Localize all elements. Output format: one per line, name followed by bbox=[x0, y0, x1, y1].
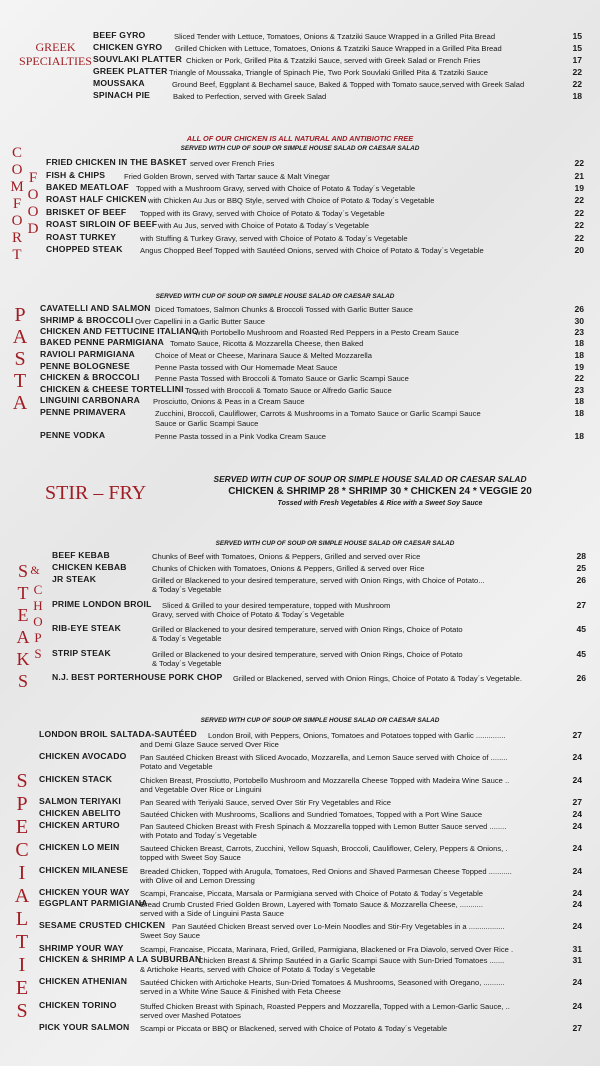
menu-item-description: Sauteed Chicken Breast, Carrots, Zucchini, Yellow Squash, Broccoli, Cauliflower, Celery, Peppers & Onions, . bbox=[140, 843, 508, 853]
menu-item-description: Triangle of Moussaka, Triangle of Spinach Pie, Two Pork Souvlaki Grilled Pita & Tzatziki Sauce bbox=[169, 67, 488, 77]
vertical-letter: T bbox=[17, 583, 29, 603]
vertical-letter: M bbox=[10, 179, 24, 195]
menu-item-description: Sautéed Chicken with Artichoke Hearts, Sun-Dried Tomatoes & Mushrooms, Seasoned with Oregano, .......... bbox=[140, 977, 505, 987]
menu-item-description-cont: topped with Sweet Soy Sauce bbox=[140, 853, 241, 862]
menu-item-name: BEEF KEBAB bbox=[52, 550, 110, 560]
menu-item-price: 22 bbox=[574, 233, 584, 243]
menu-item-description-cont: & Today´s Vegetable bbox=[152, 659, 222, 668]
vertical-letter: C bbox=[15, 839, 29, 861]
vertical-letter: O bbox=[11, 213, 23, 229]
menu-item-description: Sautéed Chicken with Mushrooms, Scallions and Sundried Tomatoes, Topped with a Port Wine Sauce bbox=[140, 809, 483, 819]
menu-item-price: 15 bbox=[572, 43, 582, 53]
menu-item-price: 27 bbox=[572, 730, 582, 740]
vertical-letter: S bbox=[16, 770, 28, 792]
vertical-letter: O bbox=[11, 162, 23, 178]
menu-item-name: SPINACH PIE bbox=[93, 90, 151, 100]
menu-item-price: 15 bbox=[572, 31, 582, 41]
menu-item-description: Stuffed Chicken Breast with Spinach, Roasted Peppers and Mozzarella, Topped with a Lemon-Garlic Sauce, .. bbox=[140, 1001, 510, 1011]
menu-item-name: EGGPLANT PARMIGIANA bbox=[39, 898, 148, 908]
menu-item-price: 18 bbox=[574, 431, 584, 441]
menu-item-description: Sliced Tender with Lettuce, Tomatoes, Onions & Tzatziki Sauce Wrapped in a Grilled Pita Bread bbox=[174, 31, 496, 41]
menu-item-price: 22 bbox=[574, 208, 584, 218]
menu-item-name: BAKED PENNE PARMIGIANA bbox=[40, 337, 165, 347]
menu-item-description: Pan Sauteed Chicken Breast with Fresh Spinach & Mozzarella topped with Lemon Butter Sauce served ........ bbox=[140, 821, 507, 831]
menu-item-name: CHICKEN GYRO bbox=[93, 42, 163, 52]
menu-item-description: Prosciutto, Onions & Peas in a Cream Sauce bbox=[153, 396, 305, 406]
menu-item-description: Scampi, Francaise, Piccata, Marinara, Fried, Grilled, Parmigiana, Blackened or Fra Diavolo, served Over Rice . bbox=[140, 944, 514, 954]
menu-item-price: 18 bbox=[574, 408, 584, 418]
menu-item-name: BEEF GYRO bbox=[93, 30, 146, 40]
menu-item-price: 22 bbox=[572, 79, 582, 89]
menu-item-price: 22 bbox=[572, 67, 582, 77]
vertical-letter: K bbox=[16, 649, 30, 669]
vertical-letter: P bbox=[16, 793, 28, 815]
vertical-letter: P bbox=[34, 630, 42, 645]
menu-item-name: SHRIMP YOUR WAY bbox=[39, 943, 124, 953]
menu-item-name: JR STEAK bbox=[52, 574, 97, 584]
menu-item-name: SHRIMP & BROCCOLI bbox=[40, 315, 134, 325]
steaks-amp: & bbox=[30, 563, 40, 577]
menu-item-price: 24 bbox=[572, 1001, 582, 1011]
menu-item-description: Scampi, Francaise, Piccata, Marsala or Parmigiana served with Choice of Potato & Today´s Vegetable bbox=[140, 888, 484, 898]
vertical-letter: O bbox=[27, 204, 39, 220]
menu-item-name: ROAST SIRLOIN OF BEEF bbox=[46, 219, 158, 229]
comfort-vertical bbox=[10, 145, 24, 264]
menu-item-price: 23 bbox=[574, 327, 584, 337]
menu-item-description-cont: Potato and Vegetable bbox=[140, 762, 213, 771]
menu-item-name: GREEK PLATTER bbox=[93, 66, 168, 76]
menu-item-price: 17 bbox=[572, 55, 582, 65]
menu-item-name: N.J. BEST PORTERHOUSE PORK CHOP bbox=[52, 672, 223, 682]
menu-item-price: 22 bbox=[574, 373, 584, 383]
menu-item-description-cont: and Demi Glaze Sauce served Over Rice bbox=[140, 740, 279, 749]
greek-title-line1: GREEK bbox=[35, 40, 76, 54]
menu-item-price: 24 bbox=[572, 899, 582, 909]
menu-item-price: 26 bbox=[574, 304, 584, 314]
menu-item-description: Over Capellini in a Garlic Butter Sauce bbox=[135, 316, 265, 326]
menu-item-name: CHICKEN & CHEESE TORTELLINI bbox=[40, 384, 184, 394]
vertical-letter: T bbox=[15, 931, 29, 953]
menu-item-description-cont: & Today´s Vegetable bbox=[152, 634, 222, 643]
comfort-vertical-food bbox=[26, 170, 40, 238]
menu-item-description: with Portobello Mushroom and Roasted Red Peppers in a Pesto Cream Sauce bbox=[195, 327, 459, 337]
steaks-served: SERVED WITH CUP OF SOUP OR SIMPLE HOUSE SALAD OR CAESAR SALAD bbox=[215, 540, 455, 547]
menu-item-price: 24 bbox=[572, 843, 582, 853]
menu-item-description: Pan Sautéed Chicken Breast with Sliced Avocado, Mozzarella, and Lemon Sauce served with Choice of ........ bbox=[140, 752, 508, 762]
menu-item-description: Diced Tomatoes, Salmon Chunks & Broccoli Tossed with Garlic Butter Sauce bbox=[155, 304, 414, 314]
menu-item-price: 18 bbox=[574, 396, 584, 406]
menu-item-name: CHICKEN ABELITO bbox=[39, 808, 121, 818]
specialties-served: SERVED WITH CUP OF SOUP OR SIMPLE HOUSE SALAD OR CAESAR SALAD bbox=[200, 717, 440, 724]
menu-item-description: Angus Chopped Beef Topped with Sautéed Onions, served with Choice of Potato & Today´s Vegetable bbox=[140, 245, 484, 255]
vertical-letter: I bbox=[18, 954, 26, 976]
menu-item-price: 45 bbox=[576, 649, 586, 659]
menu-item-price: 19 bbox=[574, 362, 584, 372]
menu-item-price: 21 bbox=[574, 171, 584, 181]
menu-item-description: London Broil, with Peppers, Onions, Tomatoes and Potatoes topped with Garlic .............. bbox=[208, 730, 506, 740]
menu-item-name: PRIME LONDON BROIL bbox=[52, 599, 152, 609]
menu-item-price: 24 bbox=[572, 821, 582, 831]
menu-item-description-cont: served over Mashed Potatoes bbox=[140, 1011, 241, 1020]
vertical-letter: I bbox=[18, 862, 26, 884]
comfort-served: SERVED WITH CUP OF SOUP OR SIMPLE HOUSE SALAD OR CAESAR SALAD bbox=[180, 145, 420, 152]
menu-item-name: CHICKEN ATHENIAN bbox=[39, 976, 128, 986]
menu-item-name: CHICKEN ARTURO bbox=[39, 820, 120, 830]
vertical-letter: A bbox=[12, 326, 28, 348]
menu-item-price: 28 bbox=[576, 551, 586, 561]
menu-item-name: PENNE VODKA bbox=[40, 430, 106, 440]
menu-item-name: CHICKEN KEBAB bbox=[52, 562, 127, 572]
steaks-vertical bbox=[14, 560, 32, 692]
vertical-letter: C bbox=[11, 145, 22, 161]
menu-item-price: 31 bbox=[572, 955, 582, 965]
vertical-letter: S bbox=[17, 561, 28, 581]
vertical-letter: D bbox=[27, 221, 39, 237]
menu-item-name: CHICKEN YOUR WAY bbox=[39, 887, 130, 897]
menu-item-name: ROAST TURKEY bbox=[46, 232, 117, 242]
menu-item-description: with Chicken Au Jus or BBQ Style, served with Choice of Potato & Today´s Vegetable bbox=[148, 195, 435, 205]
menu-item-price: 25 bbox=[576, 563, 586, 573]
menu-item-price: 24 bbox=[572, 809, 582, 819]
menu-item-description: Penne Pasta Tossed with Broccoli & Tomato Sauce or Garlic Scampi Sauce bbox=[155, 373, 409, 383]
menu-item-name: RIB-EYE STEAK bbox=[52, 623, 121, 633]
stirfry-note: Tossed with Fresh Vegetables & Rice with a Sweet Soy Sauce bbox=[277, 500, 483, 507]
menu-item-price: 22 bbox=[574, 158, 584, 168]
menu-item-description: Penne Pasta tossed in a Pink Vodka Cream Sauce bbox=[155, 431, 326, 441]
menu-item-name: CAVATELLI AND SALMON bbox=[40, 303, 151, 313]
menu-item-price: 22 bbox=[574, 220, 584, 230]
menu-item-price: 24 bbox=[572, 752, 582, 762]
vertical-letter: H bbox=[33, 598, 43, 613]
menu-item-name: SOUVLAKI PLATTER bbox=[93, 54, 182, 64]
menu-item-description: Sliced & Grilled to your desired temperature, topped with Mushroom bbox=[162, 600, 391, 610]
vertical-letter: F bbox=[12, 196, 22, 212]
vertical-letter: A bbox=[12, 392, 28, 414]
menu-item-price: 23 bbox=[574, 385, 584, 395]
menu-item-name: CHOPPED STEAK bbox=[46, 244, 123, 254]
vertical-letter: P bbox=[14, 304, 26, 326]
vertical-letter: O bbox=[27, 187, 39, 203]
menu-item-description: Ground Beef, Eggplant & Bechamel sauce, Baked & Topped with Tomato sauce,served with Greek Salad bbox=[172, 79, 525, 89]
menu-item-description: Bread Crumb Crusted Fried Golden Brown, Layered with Tomato Sauce & Mozzarella Cheese, ........... bbox=[140, 899, 484, 909]
menu-item-name: RAVIOLI PARMIGIANA bbox=[40, 349, 135, 359]
stirfry-title: STIR – FRY bbox=[45, 482, 147, 504]
pasta-vertical bbox=[12, 304, 28, 414]
menu-item-description: Breaded Chicken, Topped with Arugula, Tomatoes, Red Onions and Shaved Parmesan Cheese Topped ........... bbox=[140, 866, 512, 876]
menu-item-price: 22 bbox=[574, 195, 584, 205]
menu-item-name: CHICKEN & BROCCOLI bbox=[40, 372, 140, 382]
menu-item-description: Baked to Perfection, served with Greek Salad bbox=[173, 91, 327, 101]
greek-title bbox=[18, 40, 93, 68]
menu-item-price: 18 bbox=[572, 91, 582, 101]
vertical-letter: E bbox=[15, 977, 29, 999]
vertical-letter: R bbox=[11, 230, 22, 246]
menu-item-description-cont: Gravy, served with Choice of Potato & Today´s Vegetable bbox=[152, 610, 345, 619]
vertical-letter: F bbox=[28, 170, 38, 186]
menu-item-price: 19 bbox=[574, 183, 584, 193]
menu-item-description: served over French Fries bbox=[190, 158, 275, 168]
menu-item-name: SALMON TERIYAKI bbox=[39, 796, 121, 806]
menu-item-price: 31 bbox=[572, 944, 582, 954]
menu-item-name: CHICKEN AVOCADO bbox=[39, 751, 127, 761]
comfort-note: ALL OF OUR CHICKEN IS ALL NATURAL AND ANTIBIOTIC FREE bbox=[186, 134, 414, 143]
menu-item-description: Chunks of Chicken with Tomatoes, Onions & Peppers, Grilled & served over Rice bbox=[152, 563, 425, 573]
menu-item-price: 24 bbox=[572, 866, 582, 876]
menu-item-description: with Stuffing & Turkey Gravy, served with Choice of Potato & Today´s Vegetable bbox=[140, 233, 408, 243]
menu-item-price: 27 bbox=[572, 1023, 582, 1033]
menu-item-name: BRISKET OF BEEF bbox=[46, 207, 127, 217]
menu-item-name: LINGUINI CARBONARA bbox=[40, 395, 141, 405]
menu-item-description-cont: & Artichoke Hearts, served with Choice of Potato & Today´s Vegetable bbox=[140, 965, 376, 974]
menu-item-description-cont: served with a Side of Linguini Pasta Sauce bbox=[140, 909, 284, 918]
vertical-letter: T bbox=[13, 370, 27, 392]
menu-item-description-cont: Sweet Soy Sauce bbox=[140, 931, 200, 940]
menu-item-name: CHICKEN & SHRIMP A LA SUBURBAN bbox=[39, 954, 202, 964]
menu-item-name: CHICKEN STACK bbox=[39, 774, 113, 784]
vertical-letter: E bbox=[15, 816, 29, 838]
menu-item-description: Grilled or Blackened to your desired temperature, served with Onion Rings, Choice of Potato bbox=[152, 624, 463, 634]
vertical-letter: S bbox=[14, 348, 26, 370]
menu-item-description-cont: with Olive oil and Lemon Dressing bbox=[140, 876, 255, 885]
vertical-letter: S bbox=[34, 646, 42, 661]
menu-item-name: FRIED CHICKEN IN THE BASKET bbox=[46, 157, 187, 167]
vertical-letter: S bbox=[17, 671, 28, 691]
menu-item-description: Chicken Breast, Prosciutto, Portobello Mushroom and Mozzarella Cheese Topped with Madeira Wine Sauce .. bbox=[140, 775, 510, 785]
menu-item-name: CHICKEN TORINO bbox=[39, 1000, 117, 1010]
menu-item-price: 24 bbox=[572, 888, 582, 898]
menu-item-price: 24 bbox=[572, 977, 582, 987]
vertical-letter: C bbox=[33, 582, 43, 597]
menu-item-description-cont: served in a White Wine Sauce & Finished with Feta Cheese bbox=[140, 987, 341, 996]
menu-item-price: 27 bbox=[572, 797, 582, 807]
menu-item-description: Choice of Meat or Cheese, Marinara Sauce & Melted Mozzarella bbox=[155, 350, 372, 360]
menu-item-description-cont: Sauce or Garlic Scampi Sauce bbox=[155, 419, 259, 428]
menu-item-description: Tomato Sauce, Ricotta & Mozzarella Cheese, then Baked bbox=[170, 338, 364, 348]
menu-item-description: Tossed with Broccoli & Tomato Sauce or Alfredo Garlic Sauce bbox=[185, 385, 392, 395]
menu-item-price: 20 bbox=[574, 245, 584, 255]
vertical-letter: E bbox=[17, 605, 29, 625]
menu-item-name: CHICKEN LO MEIN bbox=[39, 842, 120, 852]
menu-item-name: SESAME CRUSTED CHICKEN bbox=[39, 920, 166, 930]
menu-item-price: 45 bbox=[576, 624, 586, 634]
menu-item-price: 27 bbox=[576, 600, 586, 610]
chops-vertical bbox=[32, 582, 44, 662]
menu-item-description: Pan Seared with Teriyaki Sauce, served Over Stir Fry Vegetables and Rice bbox=[140, 797, 391, 807]
menu-item-name: FISH & CHIPS bbox=[46, 170, 106, 180]
menu-item-name: ROAST HALF CHICKEN bbox=[46, 194, 147, 204]
menu-item-description: Zucchini, Broccoli, Cauliflower, Carrots & Mushrooms in a Tomato Sauce or Garlic Scampi Sauce bbox=[155, 408, 481, 418]
pasta-served: SERVED WITH CUP OF SOUP OR SIMPLE HOUSE SALAD OR CAESAR SALAD bbox=[155, 293, 395, 300]
menu-item-description: Pan Sautéed Chicken Breast served over Lo-Mein Noodles and Stir-Fry Vegetables in a ................. bbox=[172, 921, 505, 931]
vertical-letter: L bbox=[15, 908, 29, 930]
menu-item-name: PENNE BOLOGNESE bbox=[40, 361, 130, 371]
vertical-letter: T bbox=[12, 247, 22, 263]
menu-item-price: 30 bbox=[574, 316, 584, 326]
menu-item-description: Chicken Breast & Shrimp Sautéed in a Garlic Scampi Sauce with Sun-Dried Tomatoes ....... bbox=[198, 955, 505, 965]
menu-item-description: Grilled or Blackened to your desired temperature, served with Onion Rings, with Choice of Potato... bbox=[152, 575, 485, 585]
menu-item-name: STRIP STEAK bbox=[52, 648, 111, 658]
menu-item-description: Grilled Chicken with Lettuce, Tomatoes, Onions & Tzatziki Sauce Wrapped in a Grilled Pita Bread bbox=[175, 43, 502, 53]
menu-item-name: LONDON BROIL SALTADA-SAUTÉED bbox=[39, 729, 197, 739]
menu-item-price: 26 bbox=[576, 575, 586, 585]
menu-item-description: with Au Jus, served with Choice of Potato & Today´s Vegetable bbox=[158, 220, 369, 230]
menu-item-description-cont: & Today´s Vegetable bbox=[152, 585, 222, 594]
menu-item-description: Topped with its Gravy, served with Choice of Potato & Today´s Vegetable bbox=[140, 208, 385, 218]
menu-item-description: Grilled or Blackened, served with Onion Rings, Choice of Potato & Today´s Vegetable. bbox=[233, 673, 523, 683]
menu-item-price: 18 bbox=[574, 350, 584, 360]
menu-item-description: Scampi or Piccata or BBQ or Blackened, served with Choice of Potato & Today´s Vegetable bbox=[140, 1023, 448, 1033]
menu-item-price: 24 bbox=[572, 775, 582, 785]
menu-item-description: Topped with a Mushroom Gravy, served with Choice of Potato & Today´s Vegetable bbox=[136, 183, 416, 193]
vertical-letter: O bbox=[33, 614, 43, 629]
menu-item-description: Grilled or Blackened to your desired temperature, served with Onion Rings, Choice of Potato bbox=[152, 649, 463, 659]
vertical-letter: A bbox=[14, 885, 30, 907]
menu-item-price: 26 bbox=[576, 673, 586, 683]
vertical-letter: A bbox=[16, 627, 30, 647]
menu-item-name: PICK YOUR SALMON bbox=[39, 1022, 130, 1032]
menu-item-name: PENNE PRIMAVERA bbox=[40, 407, 126, 417]
menu-item-price: 18 bbox=[574, 338, 584, 348]
menu-item-price: 24 bbox=[572, 921, 582, 931]
specialties-vertical bbox=[14, 770, 30, 1023]
menu-item-description-cont: with Potato and Today´s Vegetable bbox=[140, 831, 257, 840]
menu-item-description: Chicken or Pork, Grilled Pita & Tzatziki Sauce, served with Greek Salad or French Fries bbox=[186, 55, 481, 65]
vertical-letter: S bbox=[16, 1000, 28, 1022]
menu-item-name: MOUSSAKA bbox=[93, 78, 145, 88]
stirfry-served: SERVED WITH CUP OF SOUP OR SIMPLE HOUSE SALAD OR CAESAR SALAD bbox=[213, 474, 527, 484]
menu-item-name: BAKED MEATLOAF bbox=[46, 182, 129, 192]
menu-item-description: Penne Pasta tossed with Our Homemade Meat Sauce bbox=[155, 362, 338, 372]
menu-item-name: CHICKEN AND FETTUCINE ITALIANO bbox=[40, 326, 199, 336]
menu-item-description: Fried Golden Brown, served with Tartar sauce & Malt Vinegar bbox=[124, 171, 330, 181]
menu-item-description-cont: and Vegetable Over Rice or Linguini bbox=[140, 785, 262, 794]
menu-item-description: Chunks of Beef with Tomatoes, Onions & Peppers, Grilled and served over Rice bbox=[152, 551, 421, 561]
menu-item-name: CHICKEN MILANESE bbox=[39, 865, 129, 875]
greek-title-line2: SPECIALTIES bbox=[19, 54, 92, 68]
stirfry-line: CHICKEN & SHRIMP 28 * SHRIMP 30 * CHICKEN 24 * VEGGIE 20 bbox=[228, 486, 532, 497]
